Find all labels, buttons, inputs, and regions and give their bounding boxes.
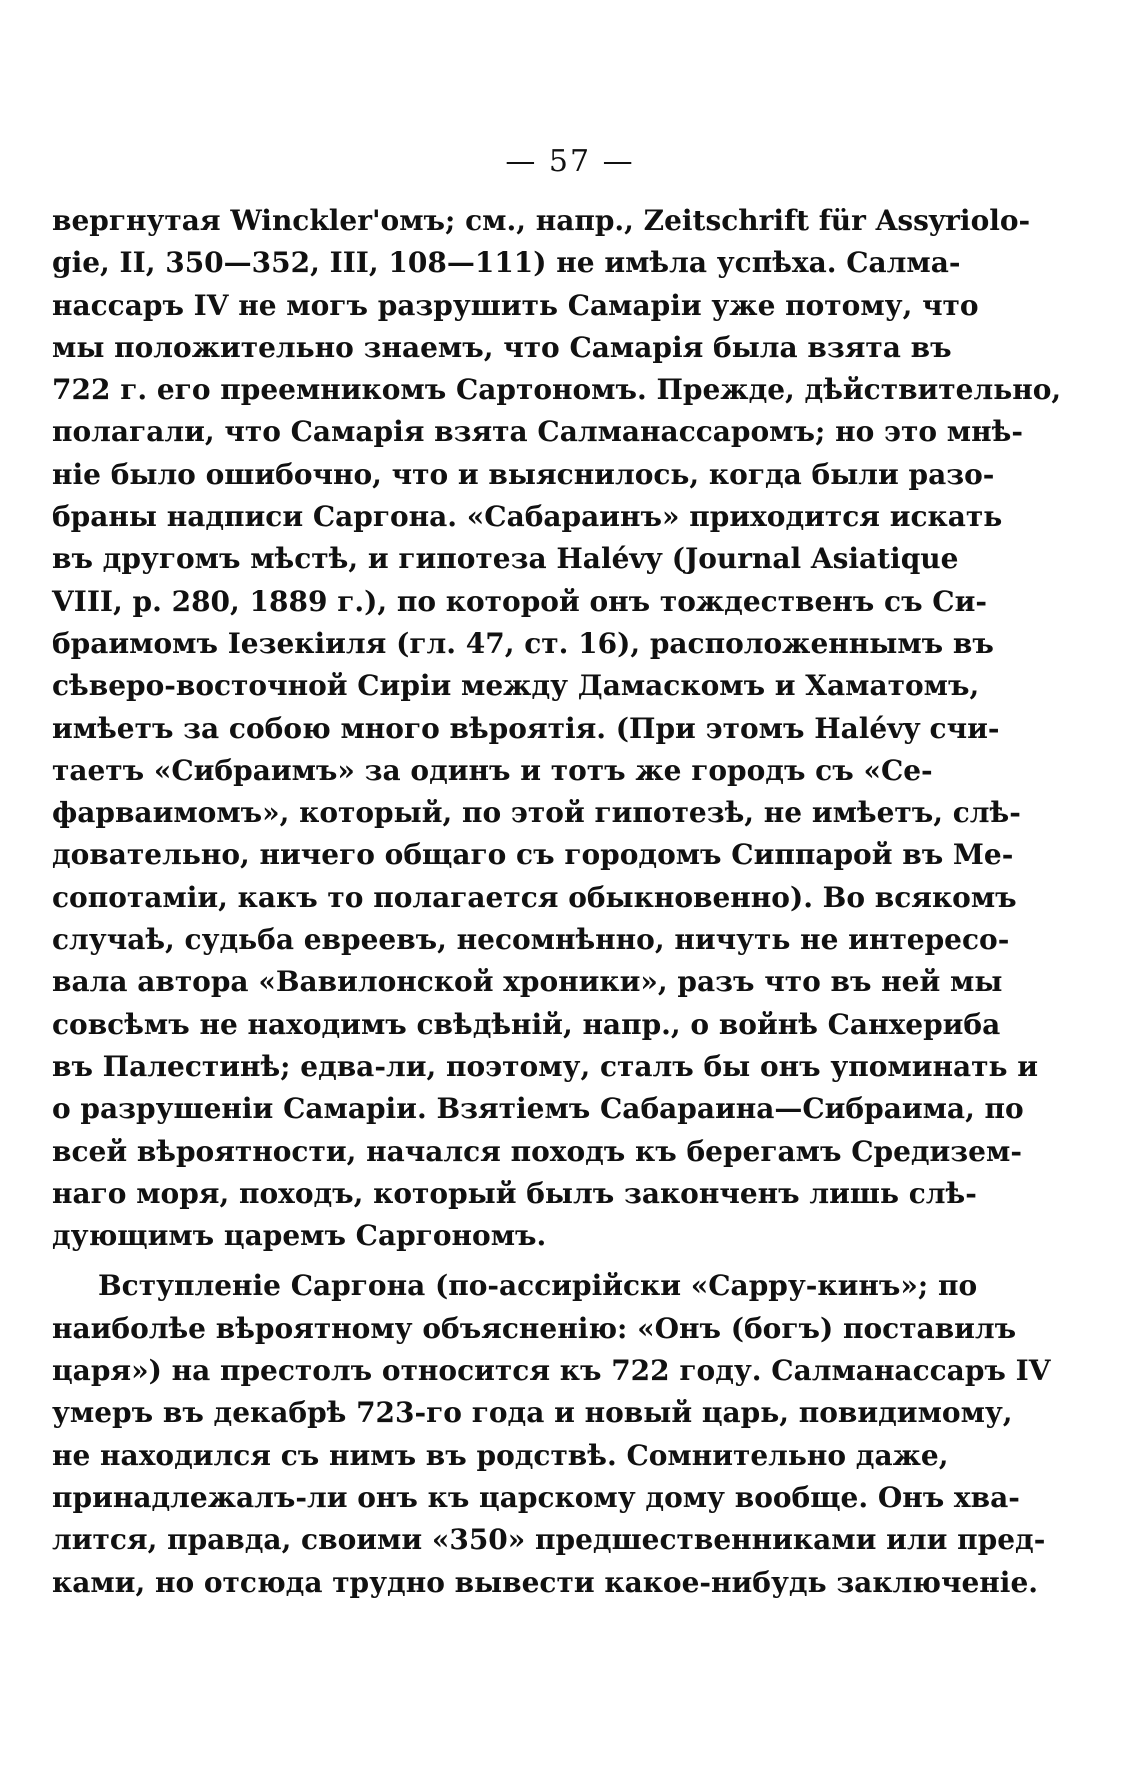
- text-line: наго моря, походъ, который былъ законченъ лишь слѣ-: [52, 1176, 977, 1210]
- text-line: совсѣмъ не находимъ свѣдѣній, напр., о войнѣ Санхериба: [52, 1007, 1001, 1041]
- text-line: сопотаміи, какъ то полагается обыкновенно). Во всякомъ: [52, 880, 1017, 914]
- text-line: полагали, что Самарія взята Салманассаромъ; но это мнѣ-: [52, 415, 1023, 449]
- text-line: вергнутая Winckler'омъ; см., напр., Zeitschrift für Assyriolo-: [52, 204, 1031, 237]
- text-line: всей вѣроятности, начался походъ къ берегамъ Средизем-: [52, 1134, 1022, 1168]
- text-line: ками, но отсюда трудно вывести какое-нибудь заключеніе.: [52, 1565, 1039, 1599]
- paragraph-gap: [52, 1257, 912, 1265]
- text-line: царя») на престолъ относится къ 722 году. Салманассаръ IV: [52, 1354, 1051, 1388]
- text-line: имѣетъ за собою много вѣроятія. (При этомъ Halévy счи-: [52, 711, 1000, 745]
- text-line: фарваимомъ», который, по этой гипотезѣ, не имѣетъ, слѣ-: [52, 796, 1021, 830]
- text-line: дующимъ царемъ Саргономъ.: [52, 1219, 547, 1253]
- paragraph-1: [52, 200, 1062, 1257]
- text-line: умеръ въ декабрѣ 723-го года и новый царь, повидимому,: [52, 1396, 1013, 1430]
- text-line: мы положительно знаемъ, что Самарія была взята въ: [52, 330, 952, 364]
- text-line: о разрушеніи Самаріи. Взятіемъ Сабараина—Сибраима, по: [52, 1092, 1024, 1126]
- text-line: ніе было ошибочно, что и выяснилось, когда были разо-: [52, 457, 995, 491]
- text-line: наиболѣе вѣроятному объясненію: «Онъ (богъ) поставилъ: [52, 1311, 1017, 1345]
- text-line: браны надписи Саргона. «Сабараинъ» приходится искать: [52, 500, 1003, 534]
- text-line: таетъ «Сибраимъ» за одинъ и тотъ же городъ съ «Се-: [52, 753, 933, 787]
- text-line: нассаръ IV не могъ разрушить Самаріи уже потому, что: [52, 288, 979, 322]
- paragraph-2: [52, 1265, 1051, 1603]
- text-line: случаѣ, судьба евреевъ, несомнѣнно, ничуть не интересо-: [52, 923, 1010, 957]
- text-line: сѣверо-восточной Сиріи между Дамаскомъ и Хаматомъ,: [52, 669, 980, 703]
- text-line: Вступленіе Саргона (по-ассирійски «Сарру-кинъ»; по: [98, 1269, 978, 1303]
- text-line: браимомъ Іезекіиля (гл. 47, ст. 16), расположеннымъ въ: [52, 626, 994, 660]
- text-line: 722 г. его преемникомъ Сартономъ. Прежде, дѣйствительно,: [52, 373, 1062, 407]
- text-line: принадлежалъ-ли онъ къ царскому дому вообще. Онъ хва-: [52, 1480, 1020, 1514]
- text-line: вала автора «Вавилонской хроники», разъ что въ ней мы: [52, 965, 1003, 999]
- text-line: VIII, p. 280, 1889 г.), по которой онъ тождественъ съ Си-: [52, 584, 987, 618]
- page-number: — 57 —: [505, 144, 635, 179]
- text-line: въ другомъ мѣстѣ, и гипотеза Halévy (Journal Asiatique: [52, 542, 959, 576]
- text-line: довательно, ничего общаго съ городомъ Сиппарой въ Ме-: [52, 838, 1014, 872]
- text-line: лится, правда, своими «350» предшественниками или пред-: [52, 1523, 1046, 1557]
- text-line: не находился съ нимъ въ родствѣ. Сомнительно даже,: [52, 1438, 949, 1472]
- body-text: [52, 200, 1062, 1604]
- text-line: gie, II, 350—352, III, 108—111) не имѣла успѣха. Салма-: [52, 246, 961, 280]
- text-line: въ Палестинѣ; едва-ли, поэтому, сталъ бы онъ упоминать и: [52, 1049, 1039, 1083]
